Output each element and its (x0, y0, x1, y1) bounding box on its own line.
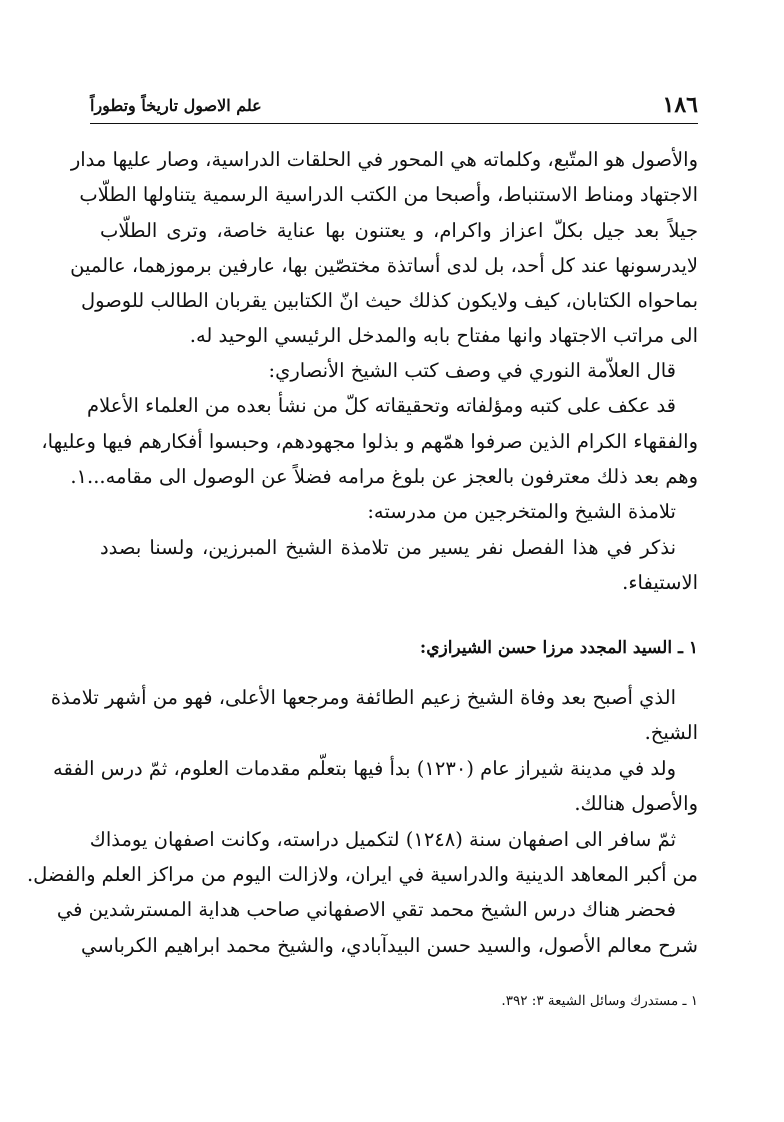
section-line: ولد في مدينة شيراز عام (١٢٣٠) بدأ فيها بتعلّم مقدمات العلوم، ثمّ درس الفقه (53, 757, 676, 780)
header-rule (90, 123, 698, 124)
section-heading: ١ ـ السيد المجدد مرزا حسن الشيرازي: (419, 638, 698, 658)
body-line: الى مراتب الاجتهاد وانها مفتاح بابه والمدخل الرئيسي الوحيد له. (189, 324, 698, 347)
quote-line: وهم بعد ذلك معترفون بالعجز عن بلوغ مرامه فضلاً عن الوصول الى مقامه...١. (70, 465, 698, 488)
section-line: ثمّ سافر الى اصفهان سنة (١٢٤٨) لتكميل دراسته، وكانت اصفهان يومذاك (89, 828, 676, 851)
page-header (90, 92, 698, 122)
body-line: جيلاً بعد جيل بكلّ اعزاز واكرام، و يعتنون بها عناية خاصة، وترى الطلّاب (100, 219, 698, 242)
body-line: نذكر في هذا الفصل نفر يسير من تلامذة الشيخ المبرزين، ولسنا بصدد (100, 536, 676, 559)
page-number: ١٨٦ (662, 92, 698, 118)
footnote: ١ ـ مستدرك وسائل الشيعة ٣: ٣٩٢. (501, 993, 698, 1009)
section-line: والأصول هنالك. (574, 792, 698, 815)
quote-line: والفقهاء الكرام الذين صرفوا همّهم و بذلوا مجهودهم، وحبسوا أفكارهم فيها وعليها، (41, 430, 698, 453)
section-line: شرح معالم الأصول، والسيد حسن البيدآبادي، والشيخ محمد ابراهيم الكرباسي (81, 934, 698, 957)
running-title: علم الاصول تاريخاً وتطوراً (90, 96, 262, 115)
quote-line: قد عكف على كتبه ومؤلفاته وتحقيقاته كلّ من نشأ بعده من العلماء الأعلام (87, 394, 676, 417)
body-line: بماحواه الكتابان، كيف ولايكون كذلك حيث انّ الكتابين يقربان الطالب للوصول (80, 289, 698, 312)
section-line: من أكبر المعاهد الدينية والدراسية في ايران، ولازالت اليوم من مراكز العلم والفضل. (26, 863, 698, 886)
body-line: الاجتهاد ومناط الاستنباط، وأصبحا من الكتب الدراسية الرسمية يتناولها الطلّاب (79, 183, 698, 206)
body-line: تلامذة الشيخ والمتخرجين من مدرسته: (367, 500, 676, 523)
section-line: الذي أصبح بعد وفاة الشيخ زعيم الطائفة ومرجعها الأعلى، فهو من أشهر تلامذة (50, 686, 676, 709)
body-line: لايدرسونها عند كل أحد، بل لدى أساتذة مختصّين بها، عارفين برموزهما، عالمين (70, 254, 698, 277)
body-line: والأصول هو المتّبع، وكلماته هي المحور في الحلقات الدراسية، وصار عليها مدار (70, 148, 698, 171)
body-line: قال العلاّمة النوري في وصف كتب الشيخ الأنصاري: (268, 359, 676, 382)
section-line: فحضر هناك درس الشيخ محمد تقي الاصفهاني صاحب هداية المسترشدين في (56, 898, 676, 921)
body-line: الاستيفاء. (622, 571, 698, 594)
section-line: الشيخ. (644, 721, 698, 744)
